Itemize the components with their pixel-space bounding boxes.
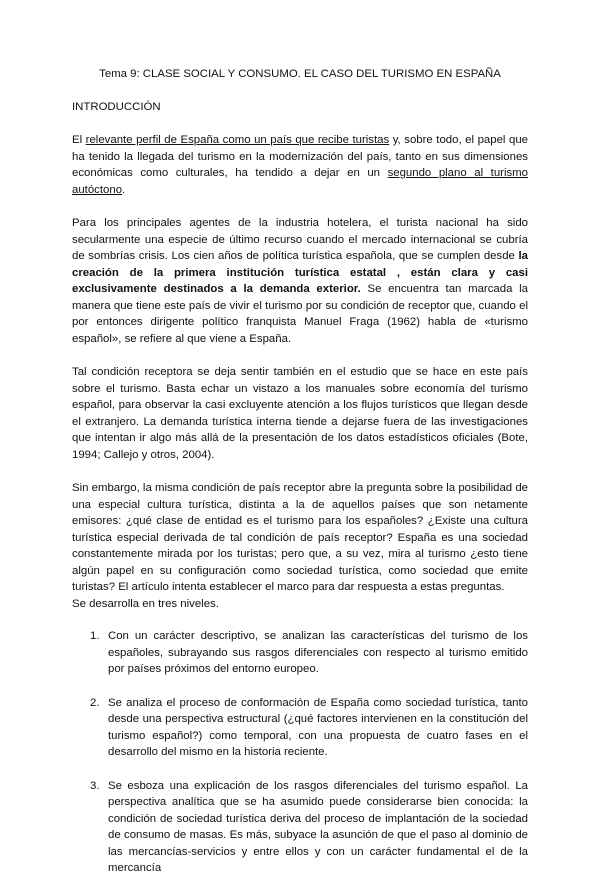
p1-text-1: El <box>72 134 86 146</box>
paragraph-1 <box>72 132 528 198</box>
list-text: Se analiza el proceso de conformación de España como sociedad turística, tanto desde una perspectiva estructural (¿qué factores intervienen en la constitución del turismo español?) como temporal, con una propuesta de cuatro fases en el desarrollo del mismo en la historia reciente. <box>108 696 528 758</box>
p2-text-1: Para los principales agentes de la industria hotelera, el turista nacional ha sido secularmente una especie de último recurso cuando el mercado internacional se cubría de sombrías crisis. Los cien años de política turística española, que se cumplen desde <box>72 217 528 262</box>
list-item <box>72 695 528 761</box>
list-item <box>72 778 528 877</box>
p2-bold: la creación de la primera institución turística estatal , están clara y casi exclusivamente destinados a la demanda exterior. <box>72 250 528 295</box>
paragraph-3: Tal condición receptora se deja sentir también en el estudio que se hace en este país sobre el turismo. Basta echar un vistazo a los manuales sobre economía del turismo español, para observar la casi excluyente atención a los flujos turísticos que llegan desde el extranjero. La demanda turística interna tiende a dejarse fuera de las investigaciones que intentan ir algo más allá de la presentación de los datos estadísticos oficiales (Bote, 1994; Callejo y otros, 2004). <box>72 366 528 461</box>
p1-underlined-1: relevante perfil de España como un país que recibe turistas <box>85 134 390 146</box>
list-number: 2. <box>90 696 100 709</box>
p1-text-2: y, sobre todo, el papel que ha tenido la llegada del turismo en la modernización del país, tanto en sus dimensiones económicas como culturales, ha tendido a dejar en un <box>72 134 528 179</box>
document-title: Tema 9: CLASE SOCIAL Y CONSUMO. EL CASO DEL TURISMO EN ESPAÑA <box>99 68 501 80</box>
p2-text-2: Se encuentra tan marcada la manera que tiene este país de vivir el turismo por su condición de receptor que, cuando el por entonces dirigente político franquista Manuel Fraga (1962) habla de «turismo español», se refiere al que viene a España. <box>72 283 528 345</box>
p1-text-3: . <box>122 183 126 196</box>
section-heading: INTRODUCCIÓN <box>72 100 161 113</box>
paragraph-2 <box>72 215 528 347</box>
paragraph-4: Sin embargo, la misma condición de país receptor abre la pregunta sobre la posibilidad de una especial cultura turística, distinta a la de aquellos países que son netamente emisores: ¿qué clase de entidad es el turismo para los españoles? ¿Existe una cultura turística especial derivada de tal condición de país receptor? España es una sociedad constantemente mirada por los turistas; pero que, a su vez, mira al turismo ¿esto tiene algún papel en su configuración como sociedad turística, como sociedad que emite turistas? El artículo intenta establecer el marco para dar respuesta a estas preguntas. <box>72 482 528 593</box>
list-number: 1. <box>90 630 100 642</box>
list-text: Se esboza una explicación de los rasgos diferenciales del turismo español. La perspectiva analítica que se ha asumido puede considerarse bien conocida: la condición de sociedad turística deriva del proceso de implantación de la sociedad de consumo de masas. Es más, subyace la asunción de que el paso al dominio de las mercancías-servicios y entre ellos y con un carácter fundamental el de la mercancía <box>108 779 528 874</box>
paragraph-5: Se desarrolla en tres niveles. <box>72 597 219 610</box>
list-item <box>72 628 528 678</box>
list-number: 3. <box>90 779 100 792</box>
p1-underlined-2: segundo plano al turismo autóctono <box>72 167 528 196</box>
numbered-list <box>72 628 528 877</box>
list-text: Con un carácter descriptivo, se analizan las características del turismo de los españoles, subrayando sus rasgos diferenciales con respecto al turismo emitido por países próximos del entorno europeo. <box>108 630 528 675</box>
